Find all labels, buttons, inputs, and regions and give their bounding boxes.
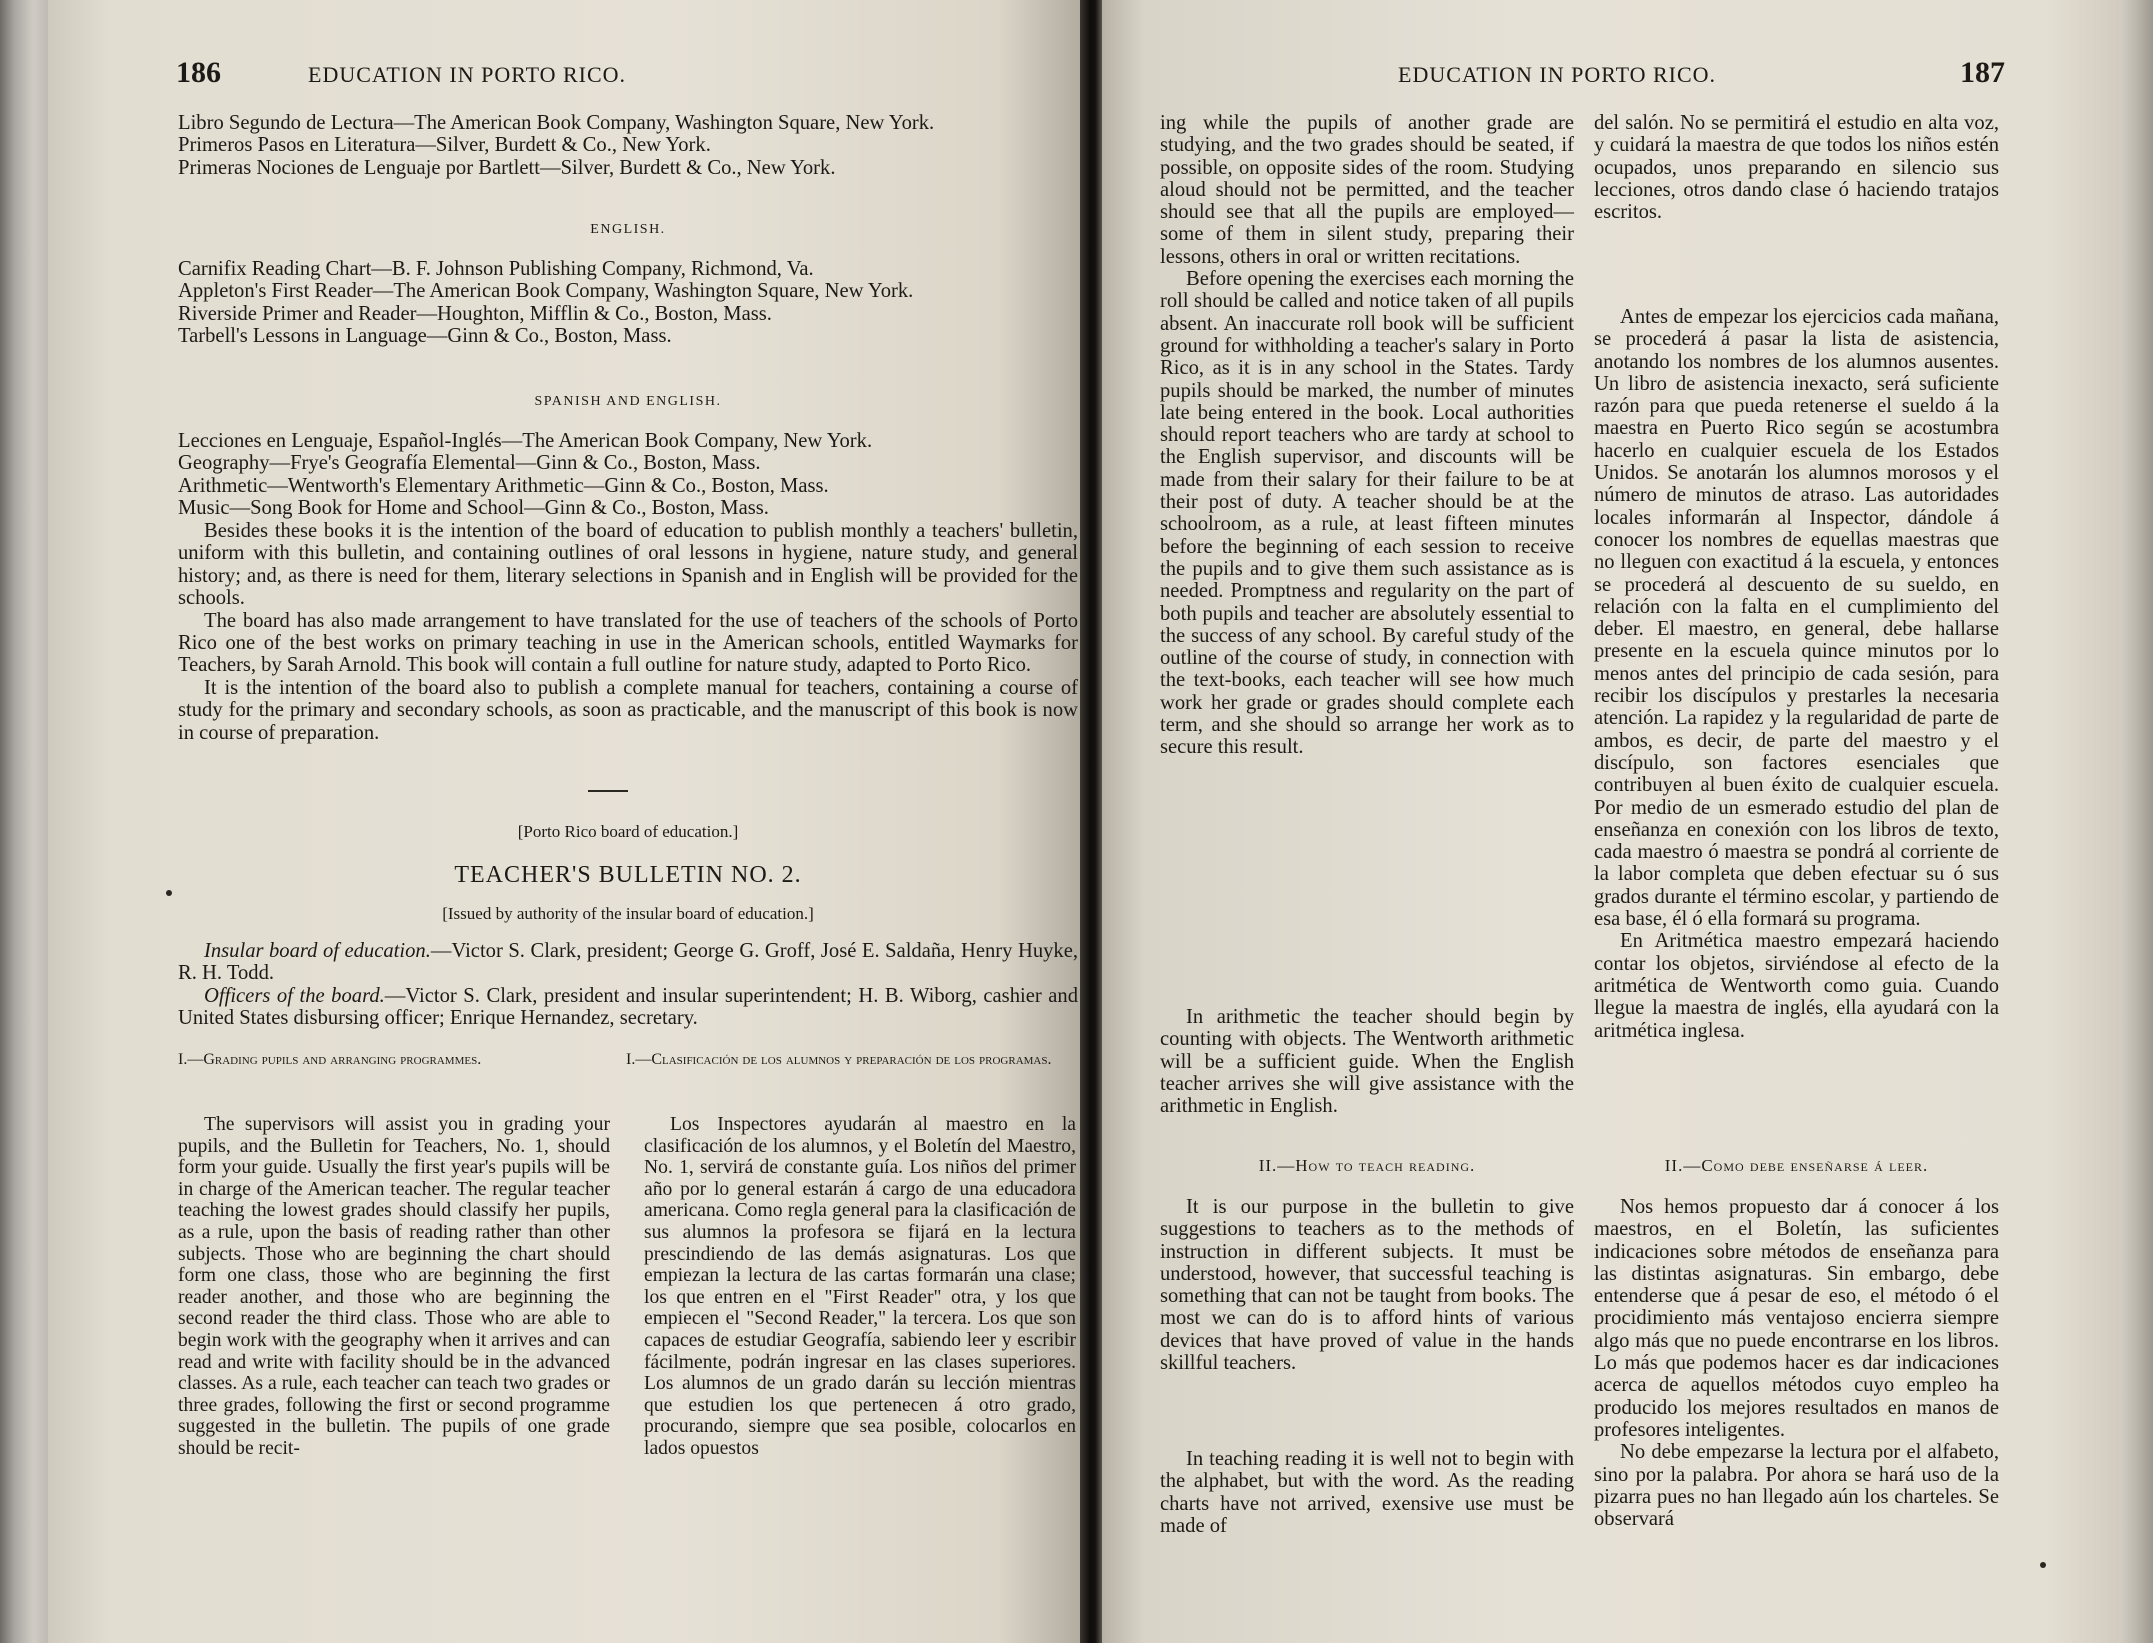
paragraph: The supervisors will assist you in grading your pupils, and the Bulletin for Teachers, No. 1, should form your guide. Usually the first year's pupils will be in charge of the American teacher. The regular teacher teaching the lowest grades should classify her pupils, as a rule, upon the basis of reading rather than other subjects. Those who are beginning the chart should form one class, those who are beginning the first reader another, and those who are beginning the second reader the third class. Those who are able to begin work with the geography when it arrives and can read and write with facility should be in the advanced classes. As a rule, each teacher can teach two grades or three grades, following the first or second programme suggested in the bulletin. The pupils of one grade should be recit- [178,1114,610,1459]
english-column-top [1160,112,1574,759]
english-book-list [178,258,1078,348]
paragraph: Antes de empezar los ejercicios cada mañana, se procederá á pasar la lista de asistencia, anotando los nombres de los alumnos ausentes. Un libro de asistencia inexacto, será suficiente razón para que pueda retenerse el sueldo á la maestra en Puerto Rico según se acostumbra hacerlo en cualquier escuela de los Estados Unidos. Se anotarán los alumnos morosos y el número de minutos de atraso. Las autoridades locales informarán al Inspector, dándole á conocer los nombres de equellas maestras que no lleguen con exactitud á la escuela, y entonces se procederá al descuento de su sueldo, en relación con la falta en el cumplimiento del deber. El maestro, en general, debe hallarse presente en la escuela quince minutos por lo menos antes del principio de cada sesión, para recibir los discípulos y prestarles la necesaria atención. La rapidez y la regularidad de parte de ambos, es decir, de parte del maestro y el discípulo, son factores esenciales que contribuyen al buen éxito de cualquier escuela. Por medio de un esmerado estudio del plan de enseñanza en conexión con los libros de texto, cada maestro ó maestra se pondrá al corriente de la labor completa que deben efectuar su ó sus grados durante el término escolar, y partiendo de esa base, él ó ella formará su programa. [1594,306,1999,931]
english-column-reading-end [1160,1448,1574,1537]
running-head-left: EDUCATION IN PORTO RICO. [308,62,627,87]
section1-spanish-column [644,1114,1076,1460]
book-entry: Riverside Primer and Reader—Houghton, Mifflin & Co., Boston, Mass. [178,302,772,325]
english-column-reading [1160,1196,1574,1374]
paragraph: ing while the pupils of another grade are studying, and the two grades should be seated, if possible, on opposite sides of the room. Studying aloud should not be permitted, and the teacher should see that all the pupils are employed—some of them in silent study, preparing their lessons, others in oral or written recitations. [1160,112,1574,268]
section1-heading-english: I.—Grading pupils and arranging programmes. [178,1051,482,1068]
book-entry: Geography—Frye's Geografía Elemental—Ginn & Co., Boston, Mass. [178,452,761,475]
officers-label: Officers of the board. [204,984,385,1007]
section1-english-column [178,1114,610,1460]
intro-paragraphs [178,520,1078,744]
book-entry: Carnifix Reading Chart—B. F. Johnson Publishing Company, Richmond, Va. [178,258,814,280]
paragraph: del salón. No se permitirá el estudio en alta voz, y cuidará la maestra de que todos los niños estén ocupados, unos preparando en silencio sus lecciones, otros dando clase ó haciendo tratajos escritos. [1594,112,1999,224]
section2-heading-spanish: II.—Como debe enseñarse á leer. [1664,1156,1929,1175]
paragraph: In arithmetic the teacher should begin by counting with objects. The Wentworth arithmetic will be a sufficient guide. When the English teacher arrives she will give assistance with the arithmetic in English. [1160,1006,1574,1118]
running-head-right: EDUCATION IN PORTO RICO. [1398,62,1717,87]
paragraph: En Aritmética maestro empezará haciendo contar los objetos, sirviéndose al efecto de la aritmética de Wentworth como guia. Cuando llegue la maestra de inglés, ella ayudará con la aritmética inglesa. [1594,930,1999,1042]
section1-heading-spanish: I.—Clasificación de los alumnos y preparación de los programas. [626,1051,1052,1068]
book-entry: Appleton's First Reader—The American Book Company, Washington Square, New York. [178,280,914,303]
english-heading: ENGLISH. [590,222,666,237]
book-entry: Lecciones en Lenguaje, Español-Inglés—The American Book Company, New York. [178,430,873,452]
section2-heading-english: II.—How to teach reading. [1258,1156,1476,1175]
paragraph: No debe empezarse la lectura por el alfabeto, sino por la palabra. Por ahora se hará uso de la pizarra pues no han llegado aún los charteles. Se observará [1594,1441,1999,1531]
issued-by-note: [Issued by authority of the insular board of education.] [442,904,814,923]
ink-spot [2040,1562,2046,1568]
spanish-column-roll [1594,306,1999,1042]
insular-board-members: —Victor S. Clark, president; George G. Groff, José E. Saldaña, Henry Huyke, R. H. Todd. [178,940,1078,985]
english-column-arithmetic [1160,1006,1574,1117]
page-number-right: 187 [1960,56,2005,89]
paragraph: It is our purpose in the bulletin to give suggestions to teachers as to the methods of instruction in different subjects. It must be understood, however, that successful teaching is something that can not be taught from books. The most we can do is to afford hints of various devices that have proved of value in the hands skillful teachers. [1160,1196,1574,1375]
insular-board-paragraph [178,940,1078,1030]
book-entry: Primeras Nociones de Lenguaje por Bartlett—Silver, Burdett & Co., New York. [178,156,836,179]
paragraph: The board has also made arrangement to have translated for the use of teachers of the schools of Porto Rico one of the best works on primary teaching in use in the American schools, entitled Waymarks for Teachers, by Sarah Arnold. This book will contain a full outline for nature study, adapted to Porto Rico. [178,609,1078,677]
paragraph: Before opening the exercises each morning the roll should be called and notice taken of all pupils absent. An inaccurate roll book will be sufficient ground for withholding a teacher's salary in Porto Rico, as it is in any school in the States. Tardy pupils should be marked, the number of minutes late being entered in the book. Local authorities should report teachers who are tardy at school to the English supervisor, and discounts will be made from their salary for their failure to be at their post of duty. A teacher should be at the schoolroom, as a rule, at least fifteen minutes before the beginning of each session to receive the pupils and to give them such assistance as is needed. Promptness and regularity on the part of both pupils and teacher are absolutely essential to the success of any school. By careful study of the outline of the course of study, in connection with the text-books, each teacher will see how much work her grade or grades should complete each term, and she should so arrange her work as to secure this result. [1160,268,1574,759]
paragraph: Besides these books it is the intention of the board of education to publish monthly a teachers' bulletin, uniform with this bulletin, and containing outlines of oral lessons in hygiene, nature study, and general history; and, as there is need for them, literary selections in Spanish and in English will be provided for the schools. [178,520,1078,610]
bulletin-title: TEACHER'S BULLETIN NO. 2. [454,862,802,888]
right-page [1102,0,2153,1643]
officers-members: —Victor S. Clark, president and insular superintendent; H. B. Wiborg, cashier and United States disbursing officer; Enrique Hernandez, secretary. [178,984,1078,1030]
spanish-book-list [178,112,1078,179]
section-divider [588,790,628,792]
scan-edge-right [2119,0,2153,1643]
page-number-left: 186 [176,56,221,89]
spanish-column-reading [1594,1196,1999,1530]
paragraph: Los Inspectores ayudarán al maestro en la clasificación de los alumnos, y el Boletín del Maestro, No. 1, servirá de constante guía. Los niños del primer año por lo general estarán á cargo de una educadora americana. Como regla general para la clasificación de sus alumnos la profesora se fijará en la lectura prescindiendo de las demás asignaturas. Los que empiezan la lectura de las cartas formarán una clase; los que entren en el "First Reader" otra, y los que empiecen el "Second Reader," la tercera. Los que son capaces de estudiar Geografía, sabiendo leer y escribir fácilmente, podrán ingresar en las clases superiores. Los alumnos de un grado darán su lección mientras que estudien los que pertenecen á otro grado, procurando, siempre que sea posible, colocarlos en lados opuestos [644,1114,1076,1459]
spanish-column-top [1594,112,1999,223]
book-entry: Libro Segundo de Lectura—The American Book Company, Washington Square, New York. [178,112,935,134]
insular-board-label: Insular board of education. [204,940,431,962]
book-entry: Tarbell's Lessons in Language—Ginn & Co., Boston, Mass. [178,325,672,348]
paragraph: Nos hemos propuesto dar á conocer á los maestros, en el Boletín, las suficientes indicaciones sobre métodos de enseñanza para las distintas asignaturas. Sin embargo, debe entenderse que á pesar de eso, el método ó el procidimiento más ventajoso encierra siempre algo más que no puede encontrarse en los libros. Lo más que podemos hacer es dar indicaciones acerca de aquellos métodos cuyo empleo ha producido los mejores resultados en manos de profesores inteligentes. [1594,1196,1999,1441]
spanish-english-book-list [178,430,1078,520]
board-bracket-note: [Porto Rico board of education.] [517,822,739,841]
book-gutter [1080,0,1102,1643]
ink-spot [166,890,172,896]
book-entry: Arithmetic—Wentworth's Elementary Arithmetic—Ginn & Co., Boston, Mass. [178,474,829,497]
paragraph: In teaching reading it is well not to begin with the alphabet, but with the word. As the reading charts have not arrived, exensive use must be made of [1160,1448,1574,1537]
paragraph: It is the intention of the board also to publish a complete manual for teachers, containing a course of study for the primary and secondary schools, as soon as practicable, and the manuscript of this book is now in course of preparation. [178,676,1078,744]
left-page [48,0,1080,1643]
spanish-english-heading: SPANISH AND ENGLISH. [534,394,722,409]
book-entry: Music—Song Book for Home and School—Ginn & Co., Boston, Mass. [178,497,769,520]
book-entry: Primeros Pasos en Literatura—Silver, Burdett & Co., New York. [178,134,711,157]
scan-edge-left [0,0,48,1643]
